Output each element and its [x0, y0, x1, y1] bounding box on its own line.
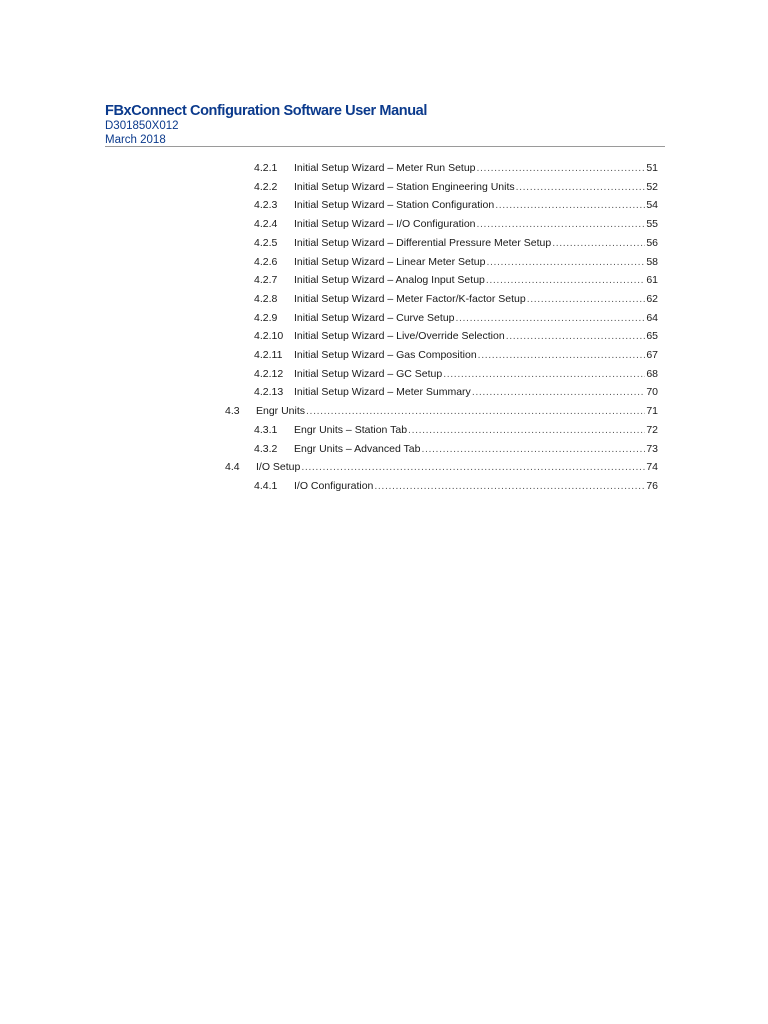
toc-entry[interactable]: [254, 440, 658, 459]
toc-entry-title: Initial Setup Wizard – I/O Configuration: [294, 218, 476, 231]
toc-dot-leader: [478, 346, 646, 365]
toc-entry-page: 68: [646, 367, 658, 380]
toc-dot-leader: [301, 458, 645, 477]
toc-dot-leader: [495, 196, 645, 215]
toc-entry[interactable]: [254, 365, 658, 384]
toc-dot-leader: [486, 271, 645, 290]
toc-entry[interactable]: [225, 402, 658, 421]
toc-entry[interactable]: [254, 346, 658, 365]
toc-dot-leader: [306, 402, 645, 421]
document-date: March 2018: [105, 133, 166, 146]
toc-entry-title: Initial Setup Wizard – Gas Composition: [294, 349, 477, 361]
toc-entry-title: Initial Setup Wizard – Meter Factor/K-factor Setup: [294, 292, 526, 305]
toc-entry-page: 73: [646, 442, 658, 455]
toc-entry-page: 52: [646, 180, 658, 193]
toc-entry-page: 54: [646, 199, 658, 212]
toc-entry[interactable]: [254, 290, 658, 309]
toc-entry-page: 72: [646, 423, 658, 436]
toc-entry-page: 55: [646, 218, 658, 231]
toc-entry-number: 4.2.9: [254, 311, 278, 324]
toc-entry-page: 64: [646, 311, 658, 324]
toc-entry-number: 4.2.8: [254, 292, 278, 305]
header-divider: [105, 146, 665, 147]
toc-entry-title: Initial Setup Wizard – Curve Setup: [294, 311, 455, 324]
toc-entry-number: 4.2.1: [254, 162, 278, 174]
toc-entry-title: Engr Units – Station Tab: [294, 423, 408, 436]
toc-dot-leader: [472, 383, 646, 402]
toc-entry-title: Engr Units: [256, 405, 306, 418]
toc-dot-leader: [506, 327, 646, 346]
toc-dot-leader: [408, 421, 645, 440]
toc-entry-number: 4.2.12: [254, 367, 284, 380]
toc-dot-leader: [374, 477, 645, 496]
toc-entry-page: 62: [646, 292, 658, 305]
toc-entry-number: 4.2.3: [254, 199, 278, 212]
toc-entry[interactable]: [254, 178, 658, 197]
toc-dot-leader: [552, 234, 645, 253]
toc-entry-page: 58: [646, 255, 658, 268]
toc-entry[interactable]: [254, 383, 658, 402]
toc-entry-number: 4.4: [225, 461, 240, 474]
toc-entry-title: Initial Setup Wizard – Live/Override Selection: [294, 330, 505, 343]
toc-entry-page: 61: [646, 274, 658, 287]
toc-entry[interactable]: [254, 271, 658, 290]
toc-entry-number: 4.2.2: [254, 180, 278, 193]
toc-entry[interactable]: [254, 253, 658, 272]
toc-entry-page: 67: [646, 349, 658, 361]
toc-entry-number: 4.3.2: [254, 442, 278, 455]
toc-entry[interactable]: [254, 215, 658, 234]
toc-entry[interactable]: [225, 458, 658, 477]
toc-entry-number: 4.2.4: [254, 218, 278, 231]
toc-entry-page: 70: [646, 386, 658, 399]
toc-entry-page: 56: [646, 236, 658, 249]
toc-dot-leader: [516, 178, 646, 197]
toc-entry-number: 4.2.13: [254, 386, 284, 399]
toc-entry[interactable]: [254, 477, 658, 496]
toc-dot-leader: [456, 309, 646, 328]
toc-entry-number: 4.3.1: [254, 423, 278, 436]
document-title: FBxConnect Configuration Software User Manual: [105, 103, 427, 119]
toc-entry-page: 65: [646, 330, 658, 343]
toc-entry-title: Initial Setup Wizard – Station Configuration: [294, 199, 495, 212]
toc-dot-leader: [477, 159, 646, 178]
toc-entry-title: Initial Setup Wizard – Station Engineering Units: [294, 180, 515, 193]
toc-entry-title: Initial Setup Wizard – Meter Summary: [294, 386, 471, 399]
toc-entry[interactable]: [254, 421, 658, 440]
toc-entry-title: Initial Setup Wizard – GC Setup: [294, 367, 443, 380]
toc-entry-number: 4.2.7: [254, 274, 278, 287]
toc-entry-title: Engr Units – Advanced Tab: [294, 442, 421, 455]
toc-dot-leader: [443, 365, 645, 384]
toc-entry-page: 71: [646, 405, 658, 418]
toc-dot-leader: [527, 290, 646, 309]
toc-dot-leader: [486, 253, 645, 272]
toc-entry-number: 4.2.6: [254, 255, 278, 268]
toc-entry-number: 4.4.1: [254, 479, 278, 492]
toc-entry-number: 4.3: [225, 405, 240, 418]
document-number: D301850X012: [105, 120, 179, 132]
toc-entry-page: 51: [646, 162, 658, 174]
toc-entry-title: I/O Setup: [256, 461, 301, 474]
toc-entry[interactable]: [254, 159, 658, 178]
toc-entry[interactable]: [254, 327, 658, 346]
toc-entry[interactable]: [254, 196, 658, 215]
toc-entry-page: 76: [646, 479, 658, 492]
toc-entry-title: I/O Configuration: [294, 479, 374, 492]
toc-entry-page: 74: [646, 461, 658, 474]
toc-entry[interactable]: [254, 234, 658, 253]
toc-entry-title: Initial Setup Wizard – Analog Input Setup: [294, 274, 485, 287]
toc-dot-leader: [477, 215, 646, 234]
toc-entry-number: 4.2.11: [254, 349, 283, 361]
toc-entry-number: 4.2.10: [254, 330, 284, 343]
toc-dot-leader: [421, 440, 645, 459]
toc-entry-title: Initial Setup Wizard – Meter Run Setup: [294, 162, 476, 174]
toc-entry-title: Initial Setup Wizard – Differential Pressure Meter Setup: [294, 236, 552, 249]
toc-entry[interactable]: [254, 309, 658, 328]
toc-entry-title: Initial Setup Wizard – Linear Meter Setup: [294, 255, 486, 268]
toc-entry-number: 4.2.5: [254, 236, 278, 249]
document-header: [105, 102, 665, 147]
